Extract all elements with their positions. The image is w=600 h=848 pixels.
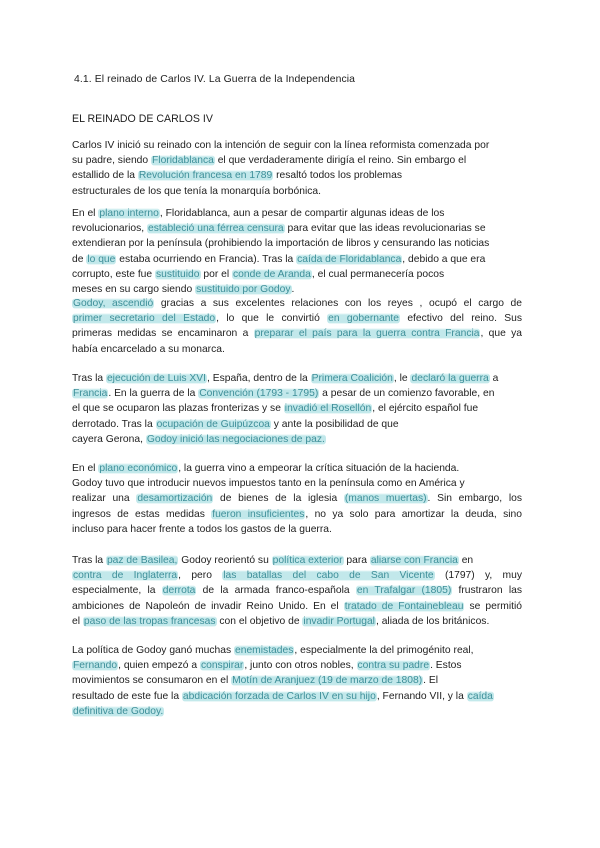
text-run: derrotado. Tras la (72, 418, 156, 430)
text-run: por el (200, 268, 232, 280)
text-run: a (489, 373, 499, 384)
text-run: En el (72, 208, 99, 219)
text-run: , pero (178, 570, 223, 582)
text-line (72, 432, 522, 447)
text-run: , España, dentro de la (206, 373, 311, 384)
highlighted-text: conde de Aranda (233, 268, 311, 280)
text-run: , lo que le convirtió (216, 313, 328, 325)
paragraph (72, 553, 522, 629)
text-run: realizar una (72, 493, 137, 505)
text-line (72, 386, 522, 401)
text-run: de bienes de la iglesia (213, 493, 344, 505)
paragraph (72, 206, 522, 297)
highlighted-text: abdicación forzada de Carlos IV en su hijo (182, 690, 376, 702)
text-run: revolucionarios, (72, 223, 147, 235)
text-run: estallido de la (72, 170, 138, 182)
text-run: Godoy tuvo que introducir nuevos impuestos tanto en la península como en América y (72, 478, 465, 490)
highlighted-text: Godoy inició las negociaciones de paz. (146, 433, 325, 445)
highlighted-text: en Trafalgar (1805) (356, 585, 452, 597)
text-run: para (343, 555, 370, 566)
text-run: , la guerra vino a empeorar la crítica situación de la hacienda. (178, 463, 460, 474)
text-run: , aliada de los británicos. (375, 615, 490, 627)
highlighted-text: desamortización (137, 493, 213, 505)
text-run: , el cual permanecería pocos (311, 268, 445, 280)
text-line (72, 704, 522, 719)
text-line (72, 342, 522, 357)
highlighted-text: aliarse con Francia (370, 555, 458, 566)
highlighted-text: Motín de Aranjuez (19 de marzo de 1808) (232, 675, 423, 687)
highlighted-text: Primera Coalición (311, 373, 393, 384)
text-run: se permitió (464, 600, 522, 612)
text-line (72, 673, 522, 688)
text-run: , Floridablanca, aun a pesar de compartir algunas ideas de los (159, 208, 445, 219)
text-run: movimientos se consumaron en el (72, 675, 232, 687)
highlighted-text: ocupación de Guipúzcoa (156, 418, 270, 430)
highlighted-text: caída (467, 690, 493, 702)
text-line (72, 476, 522, 491)
text-line (72, 311, 522, 326)
text-run: gracias a sus excelentes relaciones con los reyes , ocupó el cargo de (154, 298, 522, 309)
text-run: , junto con otros nobles, (244, 660, 357, 672)
highlighted-text: sustituido por Godoy (196, 284, 291, 296)
highlighted-text: invadió el Rosellón (284, 403, 372, 415)
text-run: estaba ocurriendo en Francia). Tras la (116, 253, 297, 265)
text-line (72, 599, 522, 614)
highlighted-text: contra su padre (357, 660, 430, 672)
text-line (72, 522, 522, 537)
text-run: , debido a que era (402, 253, 486, 265)
paragraph (72, 296, 522, 357)
text-line (72, 583, 522, 598)
highlighted-text: paz de Basilea, (106, 555, 178, 566)
highlighted-text: caída de Floridablanca (297, 253, 402, 265)
highlighted-text: contra de Inglaterra (73, 570, 178, 582)
highlighted-text: (manos muertas) (344, 493, 427, 505)
text-line (72, 326, 522, 341)
text-run: frustraron las (452, 585, 522, 597)
text-run: Carlos IV inició su reinado con la intención de seguir con la línea reformista comenzada por (72, 140, 490, 151)
text-run: , especialmente la del primogénito real, (294, 645, 474, 656)
text-line (72, 658, 522, 673)
highlighted-text: Revolución francesa en 1789 (138, 170, 273, 182)
text-line (72, 267, 522, 282)
highlighted-text: plano interno (99, 208, 159, 219)
text-run: el que se ocuparon las plazas fronterizas y se (72, 403, 284, 415)
highlighted-text: invadir Portugal (303, 615, 375, 627)
text-run: y ante la posibilidad de que (270, 418, 399, 430)
text-run: en (458, 555, 474, 566)
highlighted-text: plano económico (99, 463, 178, 474)
text-run: con el objetivo de (216, 615, 303, 627)
document-title: 4.1. El reinado de Carlos IV. La Guerra de la Independencia (74, 74, 356, 85)
highlighted-text: lo que (87, 253, 116, 265)
highlighted-text: definitiva de Godoy. (73, 705, 164, 717)
highlighted-text: tratado de Fontainebleau (344, 600, 464, 612)
text-run: primeras medidas se encaminaron a (72, 328, 254, 340)
text-run: , quien empezó a (118, 660, 200, 672)
text-run: corrupto, este fue (72, 268, 155, 280)
text-run: incluso para hacer frente a todos los gastos de la guerra. (72, 523, 332, 535)
text-line (72, 507, 522, 522)
text-run: , que ya (480, 328, 523, 340)
text-line (72, 614, 522, 629)
text-run: el que verdaderamente dirigía el reino. Sin embargo el (214, 155, 467, 167)
section-title: EL REINADO DE CARLOS IV (72, 113, 213, 125)
text-run: . El (423, 675, 439, 687)
highlighted-text: política exterior (272, 555, 343, 566)
text-line (72, 236, 522, 251)
highlighted-text: ejecución de Luis XVI (106, 373, 206, 384)
text-line (72, 252, 522, 267)
paragraph (72, 371, 522, 447)
highlighted-text: paso de las tropas francesas (83, 615, 216, 627)
text-run: resultado de este fue la (72, 690, 182, 702)
text-run: La política de Godoy ganó muchas (72, 645, 234, 656)
text-run: meses en su cargo siendo (72, 284, 196, 296)
text-run: , Fernando VII, y la (376, 690, 467, 702)
highlighted-text: enemistades (235, 645, 294, 656)
text-run: a pesar de un comienzo favorable, en (319, 388, 495, 400)
highlighted-text: declaró la guerra (411, 373, 489, 384)
text-line (72, 417, 522, 432)
highlighted-text: en gobernante (328, 313, 400, 325)
text-line (72, 371, 522, 386)
text-run: Godoy reorientó su (178, 555, 272, 566)
text-run: . En la guerra de la (108, 388, 199, 400)
text-line (72, 296, 522, 311)
text-line (72, 221, 522, 236)
paragraph (72, 138, 522, 199)
highlighted-text: las batallas del cabo de San Vicente (223, 570, 434, 582)
text-line (72, 168, 522, 183)
highlighted-text: Convención (1793 - 1795) (199, 388, 319, 400)
text-run: especialmente, la (72, 585, 162, 597)
text-line (72, 282, 522, 297)
text-run: había encarcelado a su monarca. (72, 343, 225, 355)
text-run: . Sin embargo, los (427, 493, 522, 505)
highlighted-text: preparar el país para la guerra contra Francia (254, 328, 480, 340)
highlighted-text: Fernando (73, 660, 118, 672)
text-run: , el ejército español fue (372, 403, 479, 415)
text-run: , no ya solo para amortizar la deuda, sino (305, 508, 522, 520)
text-run: efectivo del reino. Sus (400, 313, 523, 325)
text-run: Tras la (72, 373, 106, 384)
text-line (72, 206, 522, 221)
highlighted-text: primer secretario del Estado (73, 313, 216, 325)
text-line (72, 568, 522, 583)
text-run: el (72, 615, 83, 627)
text-run: (1797) y, muy (434, 570, 522, 582)
highlighted-text: Godoy, ascendió (73, 298, 154, 309)
text-run: estructurales de los que tenía la monarquía borbónica. (72, 185, 321, 197)
text-run: para evitar que las ideas revolucionarias se (284, 223, 486, 235)
paragraph (72, 643, 522, 719)
text-line (72, 184, 522, 199)
text-run: En el (72, 463, 99, 474)
text-run: resaltó todos los problemas (273, 170, 403, 182)
text-run: de (72, 253, 87, 265)
text-run: de la armada franco-española (196, 585, 356, 597)
text-run: Tras la (72, 555, 106, 566)
text-line (72, 643, 522, 658)
text-line (72, 461, 522, 476)
highlighted-text: estableció una férrea censura (147, 223, 284, 235)
text-line (72, 491, 522, 506)
text-line (72, 553, 522, 568)
text-line (72, 138, 522, 153)
highlighted-text: fueron insuficientes (212, 508, 305, 520)
text-run: ambiciones de Napoleón de invadir Reino Unido. En el (72, 600, 344, 612)
text-line (72, 689, 522, 704)
text-run: extendieran por la península (prohibiendo la importación de libros y censurando las noticias (72, 238, 490, 250)
highlighted-text: Francia (73, 388, 108, 400)
text-run: ingresos de estas medidas (72, 508, 212, 520)
highlighted-text: derrota (162, 585, 196, 597)
text-run: cayera Gerona, (72, 433, 146, 445)
highlighted-text: Floridablanca (152, 155, 214, 167)
text-run: su padre, siendo (72, 155, 151, 167)
text-line (72, 401, 522, 416)
paragraph (72, 461, 522, 537)
text-run: . Estos (430, 660, 462, 672)
text-run: , le (393, 373, 411, 384)
text-run: . (291, 284, 295, 296)
text-line (72, 153, 522, 168)
highlighted-text: sustituido (156, 268, 200, 280)
highlighted-text: conspirar (200, 660, 244, 672)
